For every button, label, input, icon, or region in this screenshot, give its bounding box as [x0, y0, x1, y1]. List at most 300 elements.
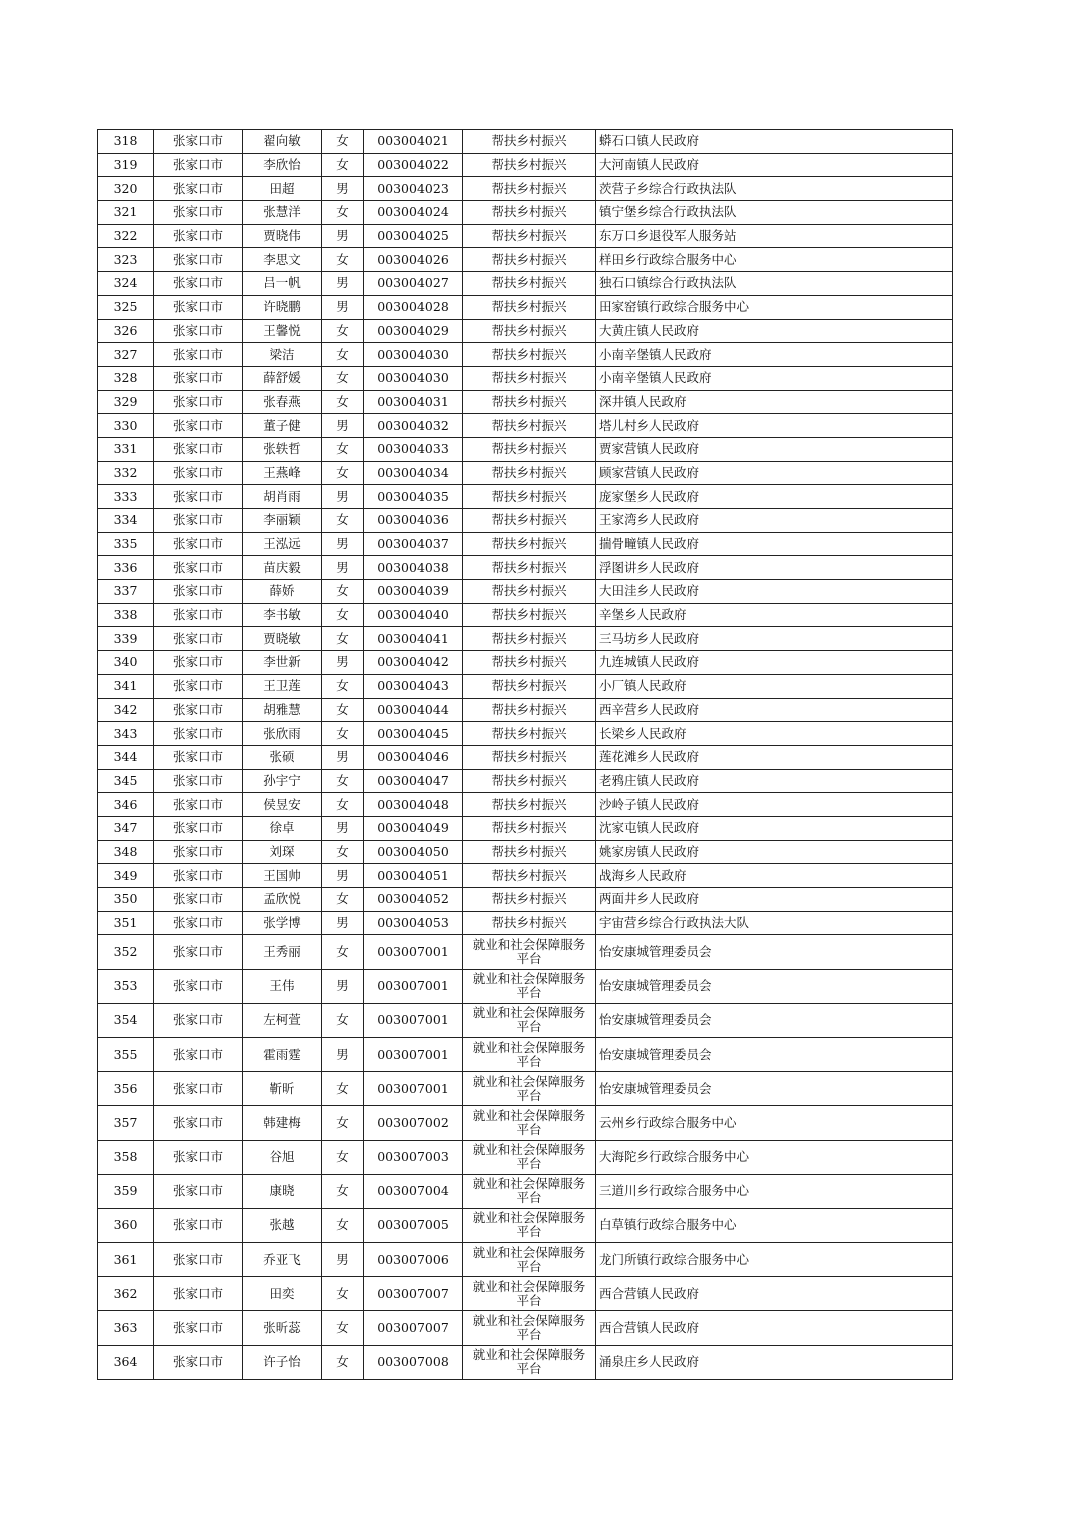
cell-code: 003004046: [364, 745, 463, 769]
cell-name: 张慧洋: [243, 201, 322, 225]
table-row: [98, 888, 953, 912]
cell-post: [463, 969, 596, 1003]
cell-post-line: 帮扶乡村振兴: [491, 654, 567, 670]
cell-post: [463, 698, 596, 722]
cell-name: 田超: [243, 177, 322, 201]
cell-gender: 女: [322, 1311, 364, 1345]
cell-unit: 姚家房镇人民政府: [596, 840, 953, 864]
cell-no: 349: [98, 864, 154, 888]
cell-post: [463, 414, 596, 438]
cell-code: 003004051: [364, 864, 463, 888]
cell-city: 张家口市: [154, 390, 243, 414]
cell-city: 张家口市: [154, 698, 243, 722]
cell-unit: 西辛营乡人民政府: [596, 698, 953, 722]
cell-code: 003004044: [364, 698, 463, 722]
cell-city: 张家口市: [154, 1277, 243, 1311]
cell-name: 李欣怡: [243, 153, 322, 177]
cell-post-line: 帮扶乡村振兴: [491, 820, 567, 836]
cell-code: 003004039: [364, 580, 463, 604]
cell-post: [463, 1106, 596, 1140]
cell-post-line: 平台: [516, 1327, 542, 1343]
cell-unit: 怡安康城管理委员会: [596, 1003, 953, 1037]
cell-city: 张家口市: [154, 864, 243, 888]
cell-name: 张轶哲: [243, 437, 322, 461]
cell-name: 王卫莲: [243, 674, 322, 698]
cell-post: [463, 864, 596, 888]
cell-unit: 大海陀乡行政综合服务中心: [596, 1140, 953, 1174]
table-row: [98, 1208, 953, 1242]
cell-post-line: 就业和社会保障服务: [472, 1005, 586, 1021]
cell-no: 363: [98, 1311, 154, 1345]
cell-post-line: 帮扶乡村振兴: [491, 536, 567, 552]
table-row: [98, 1072, 953, 1106]
cell-post-line: 就业和社会保障服务: [472, 1073, 586, 1089]
cell-name: 侯昱安: [243, 793, 322, 817]
cell-code: 003004052: [364, 888, 463, 912]
cell-city: 张家口市: [154, 1106, 243, 1140]
roster-table: [97, 129, 953, 1380]
cell-unit: 田家窑镇行政综合服务中心: [596, 295, 953, 319]
cell-gender: 女: [322, 722, 364, 746]
cell-gender: 女: [322, 1345, 364, 1379]
cell-post: [463, 366, 596, 390]
cell-post-line: 帮扶乡村振兴: [491, 843, 567, 859]
cell-gender: 女: [322, 153, 364, 177]
cell-code: 003007001: [364, 1037, 463, 1071]
cell-city: 张家口市: [154, 153, 243, 177]
cell-gender: 女: [322, 1003, 364, 1037]
cell-gender: 女: [322, 437, 364, 461]
table-row: [98, 627, 953, 651]
cell-city: 张家口市: [154, 532, 243, 556]
cell-gender: 男: [322, 1037, 364, 1071]
cell-code: 003007001: [364, 1003, 463, 1037]
cell-post-line: 帮扶乡村振兴: [491, 228, 567, 244]
cell-city: 张家口市: [154, 911, 243, 935]
cell-gender: 女: [322, 319, 364, 343]
cell-city: 张家口市: [154, 816, 243, 840]
cell-gender: 男: [322, 556, 364, 580]
table-row: [98, 1277, 953, 1311]
cell-post-line: 帮扶乡村振兴: [491, 607, 567, 623]
cell-name: 吕一帆: [243, 272, 322, 296]
table-row: [98, 1311, 953, 1345]
table-row: [98, 177, 953, 201]
cell-no: 334: [98, 509, 154, 533]
cell-no: 326: [98, 319, 154, 343]
cell-name: 霍雨霆: [243, 1037, 322, 1071]
cell-no: 318: [98, 130, 154, 154]
cell-name: 苗庆毅: [243, 556, 322, 580]
cell-post: [463, 722, 596, 746]
cell-code: 003004021: [364, 130, 463, 154]
cell-city: 张家口市: [154, 437, 243, 461]
cell-no: 330: [98, 414, 154, 438]
cell-post-line: 帮扶乡村振兴: [491, 180, 567, 196]
cell-gender: 男: [322, 295, 364, 319]
cell-post-line: 平台: [516, 1292, 542, 1308]
cell-name: 田奕: [243, 1277, 322, 1311]
cell-post: [463, 1345, 596, 1379]
cell-no: 340: [98, 651, 154, 675]
cell-post: [463, 319, 596, 343]
cell-city: 张家口市: [154, 1174, 243, 1208]
cell-gender: 女: [322, 1174, 364, 1208]
cell-post-line: 就业和社会保障服务: [472, 1313, 586, 1329]
cell-code: 003007001: [364, 969, 463, 1003]
table-row: [98, 969, 953, 1003]
table-row: [98, 651, 953, 675]
cell-gender: 男: [322, 485, 364, 509]
table-row: [98, 1037, 953, 1071]
cell-no: 353: [98, 969, 154, 1003]
cell-code: 003004029: [364, 319, 463, 343]
table-row: [98, 201, 953, 225]
cell-code: 003007007: [364, 1277, 463, 1311]
cell-city: 张家口市: [154, 840, 243, 864]
cell-post-line: 就业和社会保障服务: [472, 1142, 586, 1158]
table-row: [98, 343, 953, 367]
cell-code: 003004041: [364, 627, 463, 651]
cell-gender: 女: [322, 366, 364, 390]
cell-city: 张家口市: [154, 224, 243, 248]
cell-city: 张家口市: [154, 319, 243, 343]
cell-post-line: 平台: [516, 1156, 542, 1172]
cell-post-line: 就业和社会保障服务: [472, 971, 586, 987]
cell-name: 徐卓: [243, 816, 322, 840]
cell-city: 张家口市: [154, 969, 243, 1003]
cell-unit: 镇宁堡乡综合行政执法队: [596, 201, 953, 225]
cell-code: 003007003: [364, 1140, 463, 1174]
cell-no: 346: [98, 793, 154, 817]
cell-name: 胡肖雨: [243, 485, 322, 509]
cell-no: 338: [98, 603, 154, 627]
cell-post-line: 帮扶乡村振兴: [491, 464, 567, 480]
cell-unit: 涌泉庄乡人民政府: [596, 1345, 953, 1379]
cell-post: [463, 153, 596, 177]
cell-post: [463, 130, 596, 154]
cell-post-line: 帮扶乡村振兴: [491, 630, 567, 646]
cell-name: 薛娇: [243, 580, 322, 604]
cell-post: [463, 1208, 596, 1242]
cell-code: 003004030: [364, 343, 463, 367]
cell-unit: 大黄庄镇人民政府: [596, 319, 953, 343]
cell-post-line: 帮扶乡村振兴: [491, 915, 567, 931]
cell-post-line: 帮扶乡村振兴: [491, 417, 567, 433]
table-row: [98, 366, 953, 390]
cell-city: 张家口市: [154, 935, 243, 969]
cell-name: 王秀丽: [243, 935, 322, 969]
table-row: [98, 580, 953, 604]
cell-code: 003007007: [364, 1311, 463, 1345]
cell-unit: 白草镇行政综合服务中心: [596, 1208, 953, 1242]
cell-gender: 女: [322, 674, 364, 698]
cell-city: 张家口市: [154, 651, 243, 675]
cell-gender: 女: [322, 698, 364, 722]
cell-no: 339: [98, 627, 154, 651]
cell-gender: 女: [322, 201, 364, 225]
cell-city: 张家口市: [154, 201, 243, 225]
cell-no: 358: [98, 1140, 154, 1174]
cell-name: 李书敏: [243, 603, 322, 627]
cell-post-line: 平台: [516, 1121, 542, 1137]
table-row: [98, 485, 953, 509]
cell-no: 360: [98, 1208, 154, 1242]
cell-post-line: 帮扶乡村振兴: [491, 678, 567, 694]
cell-no: 333: [98, 485, 154, 509]
cell-gender: 女: [322, 390, 364, 414]
table-row: [98, 816, 953, 840]
cell-unit: 老鸦庄镇人民政府: [596, 769, 953, 793]
cell-post-line: 就业和社会保障服务: [472, 1244, 586, 1260]
table-row: [98, 603, 953, 627]
cell-post-line: 帮扶乡村振兴: [491, 441, 567, 457]
cell-unit: 三马坊乡人民政府: [596, 627, 953, 651]
cell-unit: 龙门所镇行政综合服务中心: [596, 1243, 953, 1277]
cell-city: 张家口市: [154, 343, 243, 367]
cell-unit: 样田乡行政综合服务中心: [596, 248, 953, 272]
cell-unit: 西合营镇人民政府: [596, 1311, 953, 1345]
cell-name: 张春燕: [243, 390, 322, 414]
cell-unit: 九连城镇人民政府: [596, 651, 953, 675]
cell-unit: 辛堡乡人民政府: [596, 603, 953, 627]
cell-city: 张家口市: [154, 295, 243, 319]
cell-no: 357: [98, 1106, 154, 1140]
cell-no: 354: [98, 1003, 154, 1037]
cell-post-line: 帮扶乡村振兴: [491, 583, 567, 599]
cell-unit: 三道川乡行政综合服务中心: [596, 1174, 953, 1208]
cell-no: 324: [98, 272, 154, 296]
table-row: [98, 414, 953, 438]
cell-post-line: 平台: [516, 985, 542, 1001]
cell-city: 张家口市: [154, 769, 243, 793]
cell-post-line: 就业和社会保障服务: [472, 1278, 586, 1294]
cell-unit: 战海乡人民政府: [596, 864, 953, 888]
cell-post-line: 就业和社会保障服务: [472, 1210, 586, 1226]
cell-post: [463, 888, 596, 912]
cell-post: [463, 272, 596, 296]
cell-post: [463, 509, 596, 533]
cell-name: 李世新: [243, 651, 322, 675]
cell-post: [463, 627, 596, 651]
cell-name: 王伟: [243, 969, 322, 1003]
cell-gender: 女: [322, 840, 364, 864]
cell-unit: 茨营子乡综合行政执法队: [596, 177, 953, 201]
cell-city: 张家口市: [154, 627, 243, 651]
table-row: [98, 722, 953, 746]
cell-gender: 女: [322, 343, 364, 367]
cell-city: 张家口市: [154, 1208, 243, 1242]
cell-post-line: 就业和社会保障服务: [472, 1347, 586, 1363]
cell-post-line: 就业和社会保障服务: [472, 1176, 586, 1192]
table-row: [98, 437, 953, 461]
cell-gender: 男: [322, 651, 364, 675]
cell-post: [463, 485, 596, 509]
cell-no: 331: [98, 437, 154, 461]
cell-code: 003004036: [364, 509, 463, 533]
cell-name: 孟欣悦: [243, 888, 322, 912]
cell-no: 342: [98, 698, 154, 722]
cell-gender: 男: [322, 177, 364, 201]
cell-post: [463, 295, 596, 319]
cell-gender: 男: [322, 911, 364, 935]
cell-unit: 两面井乡人民政府: [596, 888, 953, 912]
cell-city: 张家口市: [154, 1072, 243, 1106]
cell-code: 003004043: [364, 674, 463, 698]
cell-gender: 男: [322, 272, 364, 296]
cell-city: 张家口市: [154, 177, 243, 201]
cell-city: 张家口市: [154, 1311, 243, 1345]
cell-city: 张家口市: [154, 1243, 243, 1277]
cell-unit: 小厂镇人民政府: [596, 674, 953, 698]
cell-name: 张欣雨: [243, 722, 322, 746]
cell-unit: 莲花滩乡人民政府: [596, 745, 953, 769]
cell-no: 364: [98, 1345, 154, 1379]
cell-no: 321: [98, 201, 154, 225]
table-row: [98, 224, 953, 248]
cell-name: 薛舒媛: [243, 366, 322, 390]
table-row: [98, 935, 953, 969]
cell-post: [463, 437, 596, 461]
cell-code: 003004053: [364, 911, 463, 935]
cell-gender: 男: [322, 816, 364, 840]
cell-post-line: 帮扶乡村振兴: [491, 891, 567, 907]
cell-gender: 男: [322, 224, 364, 248]
cell-city: 张家口市: [154, 414, 243, 438]
cell-code: 003004048: [364, 793, 463, 817]
cell-post: [463, 769, 596, 793]
cell-city: 张家口市: [154, 556, 243, 580]
cell-name: 张越: [243, 1208, 322, 1242]
table-row: [98, 295, 953, 319]
cell-post-line: 帮扶乡村振兴: [491, 157, 567, 173]
cell-code: 003007006: [364, 1243, 463, 1277]
cell-city: 张家口市: [154, 793, 243, 817]
cell-no: 336: [98, 556, 154, 580]
cell-post-line: 帮扶乡村振兴: [491, 725, 567, 741]
cell-unit: 怡安康城管理委员会: [596, 1072, 953, 1106]
cell-name: 许子怡: [243, 1345, 322, 1379]
table-row: [98, 248, 953, 272]
cell-name: 张学博: [243, 911, 322, 935]
table-row: [98, 1345, 953, 1379]
table-row: [98, 674, 953, 698]
cell-code: 003004025: [364, 224, 463, 248]
cell-unit: 独石口镇综合行政执法队: [596, 272, 953, 296]
cell-post: [463, 1243, 596, 1277]
cell-post: [463, 1174, 596, 1208]
cell-code: 003007004: [364, 1174, 463, 1208]
table-row: [98, 793, 953, 817]
cell-name: 贾晓敏: [243, 627, 322, 651]
cell-code: 003004042: [364, 651, 463, 675]
cell-post: [463, 343, 596, 367]
cell-no: 328: [98, 366, 154, 390]
cell-post-line: 平台: [516, 1019, 542, 1035]
cell-post-line: 帮扶乡村振兴: [491, 204, 567, 220]
cell-unit: 大田洼乡人民政府: [596, 580, 953, 604]
cell-gender: 女: [322, 627, 364, 651]
cell-name: 乔亚飞: [243, 1243, 322, 1277]
cell-post: [463, 793, 596, 817]
table-row: [98, 1140, 953, 1174]
cell-no: 335: [98, 532, 154, 556]
cell-no: 341: [98, 674, 154, 698]
cell-unit: 东万口乡退役军人服务站: [596, 224, 953, 248]
cell-code: 003007005: [364, 1208, 463, 1242]
cell-city: 张家口市: [154, 603, 243, 627]
cell-unit: 宇宙营乡综合行政执法大队: [596, 911, 953, 935]
cell-post: [463, 840, 596, 864]
table-row: [98, 390, 953, 414]
cell-post-line: 就业和社会保障服务: [472, 936, 586, 952]
cell-no: 362: [98, 1277, 154, 1311]
cell-post-line: 帮扶乡村振兴: [491, 322, 567, 338]
cell-post: [463, 1003, 596, 1037]
cell-post: [463, 1037, 596, 1071]
cell-name: 贾晓伟: [243, 224, 322, 248]
cell-gender: 男: [322, 864, 364, 888]
table-row: [98, 911, 953, 935]
table-row: [98, 1003, 953, 1037]
cell-no: 329: [98, 390, 154, 414]
cell-code: 003004040: [364, 603, 463, 627]
cell-code: 003004032: [364, 414, 463, 438]
cell-post-line: 帮扶乡村振兴: [491, 701, 567, 717]
cell-city: 张家口市: [154, 580, 243, 604]
cell-post-line: 帮扶乡村振兴: [491, 299, 567, 315]
cell-post: [463, 603, 596, 627]
table-row: [98, 769, 953, 793]
cell-unit: 怡安康城管理委员会: [596, 1037, 953, 1071]
cell-post: [463, 201, 596, 225]
cell-code: 003004037: [364, 532, 463, 556]
cell-name: 张昕蕊: [243, 1311, 322, 1345]
cell-city: 张家口市: [154, 1003, 243, 1037]
table-row: [98, 319, 953, 343]
cell-no: 348: [98, 840, 154, 864]
cell-unit: 西合营镇人民政府: [596, 1277, 953, 1311]
cell-city: 张家口市: [154, 1345, 243, 1379]
cell-code: 003004045: [364, 722, 463, 746]
cell-post: [463, 556, 596, 580]
cell-gender: 女: [322, 248, 364, 272]
cell-city: 张家口市: [154, 509, 243, 533]
cell-post: [463, 651, 596, 675]
cell-post-line: 平台: [516, 1087, 542, 1103]
cell-no: 347: [98, 816, 154, 840]
cell-post-line: 平台: [516, 1053, 542, 1069]
cell-gender: 女: [322, 888, 364, 912]
table-row: [98, 556, 953, 580]
cell-gender: 女: [322, 1106, 364, 1140]
cell-city: 张家口市: [154, 745, 243, 769]
cell-post-line: 帮扶乡村振兴: [491, 393, 567, 409]
cell-code: 003004049: [364, 816, 463, 840]
cell-post-line: 帮扶乡村振兴: [491, 559, 567, 575]
cell-post-line: 就业和社会保障服务: [472, 1039, 586, 1055]
cell-post: [463, 1277, 596, 1311]
table-row: [98, 153, 953, 177]
cell-gender: 女: [322, 1072, 364, 1106]
cell-post-line: 平台: [516, 1190, 542, 1206]
cell-code: 003004027: [364, 272, 463, 296]
cell-unit: 沙岭子镇人民政府: [596, 793, 953, 817]
cell-no: 359: [98, 1174, 154, 1208]
cell-gender: 女: [322, 580, 364, 604]
cell-post: [463, 461, 596, 485]
cell-unit: 怡安康城管理委员会: [596, 969, 953, 1003]
